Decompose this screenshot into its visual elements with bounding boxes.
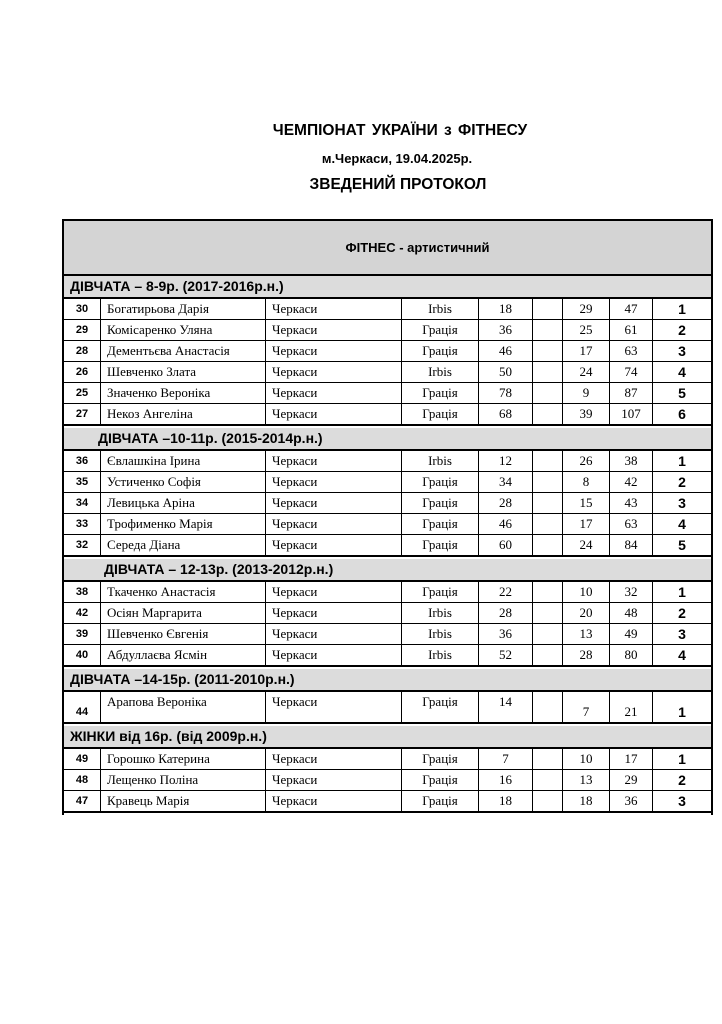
score-2: 39 [563, 404, 610, 424]
score-1: 7 [479, 749, 533, 769]
total-score: 84 [610, 535, 653, 555]
score-empty [533, 749, 563, 769]
score-2: 9 [563, 383, 610, 403]
participant-name: Левицька Аріна [101, 493, 266, 513]
score-1: 36 [479, 624, 533, 644]
table-row [64, 320, 711, 341]
participant-club: Irbis [402, 645, 479, 665]
participant-city: Черкаси [266, 514, 402, 534]
participant-city: Черкаси [266, 383, 402, 403]
participant-name: Середа Діана [101, 535, 266, 555]
score-empty [533, 770, 563, 790]
total-score: 43 [610, 493, 653, 513]
participant-club: Грація [402, 383, 479, 403]
participant-club: Грація [402, 770, 479, 790]
score-1: 52 [479, 645, 533, 665]
participant-club: Irbis [402, 362, 479, 382]
participant-number: 30 [64, 299, 101, 319]
participant-number: 40 [64, 645, 101, 665]
participant-number: 44 [64, 692, 101, 722]
participant-number: 36 [64, 451, 101, 471]
score-1: 36 [479, 320, 533, 340]
sections-container [64, 276, 711, 813]
category-title: ДІВЧАТА – 12-13р. (2013-2012р.н.) [64, 559, 711, 582]
score-2: 17 [563, 341, 610, 361]
participant-club: Грація [402, 514, 479, 534]
score-1: 18 [479, 299, 533, 319]
score-empty [533, 383, 563, 403]
category-section [64, 276, 711, 426]
total-score: 48 [610, 603, 653, 623]
participant-club: Irbis [402, 299, 479, 319]
place: 2 [678, 322, 686, 338]
score-empty [533, 582, 563, 602]
category-section [64, 559, 711, 667]
category-section [64, 428, 711, 557]
score-1: 50 [479, 362, 533, 382]
place: 1 [678, 584, 686, 600]
participant-number: 33 [64, 514, 101, 534]
participant-city: Черкаси [266, 791, 402, 811]
place: 3 [678, 793, 686, 809]
participant-city: Черкаси [266, 472, 402, 492]
place: 5 [678, 385, 686, 401]
total-score: 49 [610, 624, 653, 644]
table-row [64, 645, 711, 667]
participant-name: Шевченко Злата [101, 362, 266, 382]
score-empty [533, 362, 563, 382]
score-empty [533, 320, 563, 340]
participant-name: Комісаренко Уляна [101, 320, 266, 340]
place: 4 [678, 516, 686, 532]
participant-city: Черкаси [266, 493, 402, 513]
participant-city: Черкаси [266, 692, 402, 722]
participant-club: Грація [402, 582, 479, 602]
score-1: 12 [479, 451, 533, 471]
score-2: 10 [563, 749, 610, 769]
place: 5 [678, 537, 686, 553]
score-2: 29 [563, 299, 610, 319]
participant-number: 42 [64, 603, 101, 623]
total-score: 17 [610, 749, 653, 769]
participant-name: Абдуллаєва Ясмін [101, 645, 266, 665]
score-empty [533, 299, 563, 319]
participant-city: Черкаси [266, 299, 402, 319]
score-1: 28 [479, 603, 533, 623]
table-row [64, 472, 711, 493]
score-2: 24 [563, 362, 610, 382]
total-score: 21 [610, 692, 653, 722]
participant-city: Черкаси [266, 451, 402, 471]
category-title: ДІВЧАТА –10-11р. (2015-2014р.н.) [64, 428, 711, 451]
participant-club: Irbis [402, 603, 479, 623]
total-score: 74 [610, 362, 653, 382]
score-2: 24 [563, 535, 610, 555]
table-row [64, 692, 711, 724]
participant-number: 29 [64, 320, 101, 340]
place: 3 [678, 495, 686, 511]
place: 1 [678, 751, 686, 767]
participant-city: Черкаси [266, 582, 402, 602]
participant-club: Грація [402, 341, 479, 361]
place: 4 [678, 364, 686, 380]
score-empty [533, 472, 563, 492]
participant-number: 48 [64, 770, 101, 790]
participant-city: Черкаси [266, 362, 402, 382]
table-row [64, 362, 711, 383]
participant-city: Черкаси [266, 341, 402, 361]
score-1: 46 [479, 514, 533, 534]
table-row [64, 493, 711, 514]
score-2: 8 [563, 472, 610, 492]
participant-club: Irbis [402, 451, 479, 471]
discipline-header: ФІТНЕС - артистичний [64, 221, 711, 276]
total-score: 63 [610, 341, 653, 361]
results-table [62, 219, 713, 815]
total-score: 29 [610, 770, 653, 790]
participant-club: Грація [402, 404, 479, 424]
score-empty [533, 692, 563, 722]
participant-name: Богатирьова Дарія [101, 299, 266, 319]
participant-number: 38 [64, 582, 101, 602]
score-empty [533, 404, 563, 424]
protocol-title: ЗВЕДЕНИЙ ПРОТОКОЛ [309, 176, 487, 193]
score-empty [533, 645, 563, 665]
score-1: 28 [479, 493, 533, 513]
participant-club: Грація [402, 320, 479, 340]
total-score: 42 [610, 472, 653, 492]
score-1: 46 [479, 341, 533, 361]
participant-name: Шевченко Євгенія [101, 624, 266, 644]
table-row [64, 582, 711, 603]
table-row [64, 791, 711, 813]
participant-name: Дементьєва Анастасія [101, 341, 266, 361]
score-2: 28 [563, 645, 610, 665]
participant-number: 39 [64, 624, 101, 644]
category-section [64, 669, 711, 724]
participant-number: 35 [64, 472, 101, 492]
category-section [64, 726, 711, 813]
participant-name: Арапова Вероніка [101, 692, 266, 722]
participant-city: Черкаси [266, 749, 402, 769]
participant-name: Некоз Ангеліна [101, 404, 266, 424]
total-score: 38 [610, 451, 653, 471]
table-row [64, 514, 711, 535]
total-score: 107 [610, 404, 653, 424]
score-1: 78 [479, 383, 533, 403]
score-1: 68 [479, 404, 533, 424]
participant-number: 47 [64, 791, 101, 811]
score-2: 18 [563, 791, 610, 811]
participant-city: Черкаси [266, 404, 402, 424]
participant-name: Значенко Вероніка [101, 383, 266, 403]
table-row [64, 341, 711, 362]
participant-number: 28 [64, 341, 101, 361]
participant-name: Євлашкіна Ірина [101, 451, 266, 471]
participant-city: Черкаси [266, 645, 402, 665]
participant-city: Черкаси [266, 603, 402, 623]
score-2: 13 [563, 624, 610, 644]
participant-name: Лещенко Поліна [101, 770, 266, 790]
place: 3 [678, 626, 686, 642]
participant-number: 32 [64, 535, 101, 555]
participant-club: Грація [402, 692, 479, 722]
participant-name: Устиченко Софія [101, 472, 266, 492]
category-title: ДІВЧАТА –14-15р. (2011-2010р.н.) [64, 669, 711, 692]
participant-number: 25 [64, 383, 101, 403]
participant-number: 26 [64, 362, 101, 382]
category-title: ЖІНКИ від 16р. (від 2009р.н.) [64, 726, 711, 749]
place: 2 [678, 772, 686, 788]
participant-city: Черкаси [266, 770, 402, 790]
table-row [64, 749, 711, 770]
table-row [64, 603, 711, 624]
table-row [64, 535, 711, 557]
score-2: 13 [563, 770, 610, 790]
place: 1 [678, 301, 686, 317]
score-1: 14 [479, 692, 533, 722]
participant-club: Грація [402, 749, 479, 769]
total-score: 63 [610, 514, 653, 534]
score-empty [533, 535, 563, 555]
place: 3 [678, 343, 686, 359]
table-row [64, 451, 711, 472]
participant-name: Кравець Марія [101, 791, 266, 811]
participant-club: Irbis [402, 624, 479, 644]
score-empty [533, 451, 563, 471]
participant-city: Черкаси [266, 320, 402, 340]
score-1: 22 [479, 582, 533, 602]
score-empty [533, 791, 563, 811]
score-1: 34 [479, 472, 533, 492]
total-score: 80 [610, 645, 653, 665]
participant-name: Трофименко Марія [101, 514, 266, 534]
place: 1 [678, 704, 686, 720]
score-empty [533, 624, 563, 644]
table-row [64, 404, 711, 426]
table-row [64, 770, 711, 791]
participant-name: Горошко Катерина [101, 749, 266, 769]
participant-club: Грація [402, 535, 479, 555]
score-1: 16 [479, 770, 533, 790]
table-row [64, 383, 711, 404]
score-empty [533, 603, 563, 623]
participant-number: 49 [64, 749, 101, 769]
score-1: 18 [479, 791, 533, 811]
score-2: 25 [563, 320, 610, 340]
score-2: 10 [563, 582, 610, 602]
score-2: 7 [563, 692, 610, 722]
place: 2 [678, 474, 686, 490]
place: 6 [678, 406, 686, 422]
place: 2 [678, 605, 686, 621]
total-score: 61 [610, 320, 653, 340]
participant-name: Осіян Маргарита [101, 603, 266, 623]
participant-number: 27 [64, 404, 101, 424]
score-empty [533, 493, 563, 513]
score-empty [533, 514, 563, 534]
total-score: 32 [610, 582, 653, 602]
place: 1 [678, 453, 686, 469]
participant-club: Грація [402, 472, 479, 492]
score-2: 26 [563, 451, 610, 471]
total-score: 36 [610, 791, 653, 811]
place: 4 [678, 647, 686, 663]
total-score: 47 [610, 299, 653, 319]
score-2: 17 [563, 514, 610, 534]
score-1: 60 [479, 535, 533, 555]
total-score: 87 [610, 383, 653, 403]
category-title: ДІВЧАТА – 8-9р. (2017-2016р.н.) [64, 276, 711, 299]
score-empty [533, 341, 563, 361]
participant-club: Грація [402, 791, 479, 811]
championship-title: ЧЕМПІОНАТ УКРАЇНИ з ФІТНЕСУ [272, 122, 528, 139]
participant-club: Грація [402, 493, 479, 513]
score-2: 20 [563, 603, 610, 623]
participant-city: Черкаси [266, 624, 402, 644]
score-2: 15 [563, 493, 610, 513]
participant-name: Ткаченко Анастасія [101, 582, 266, 602]
table-row [64, 624, 711, 645]
table-row [64, 299, 711, 320]
participant-city: Черкаси [266, 535, 402, 555]
participant-number: 34 [64, 493, 101, 513]
place-date: м.Черкаси, 19.04.2025р. [321, 151, 473, 166]
